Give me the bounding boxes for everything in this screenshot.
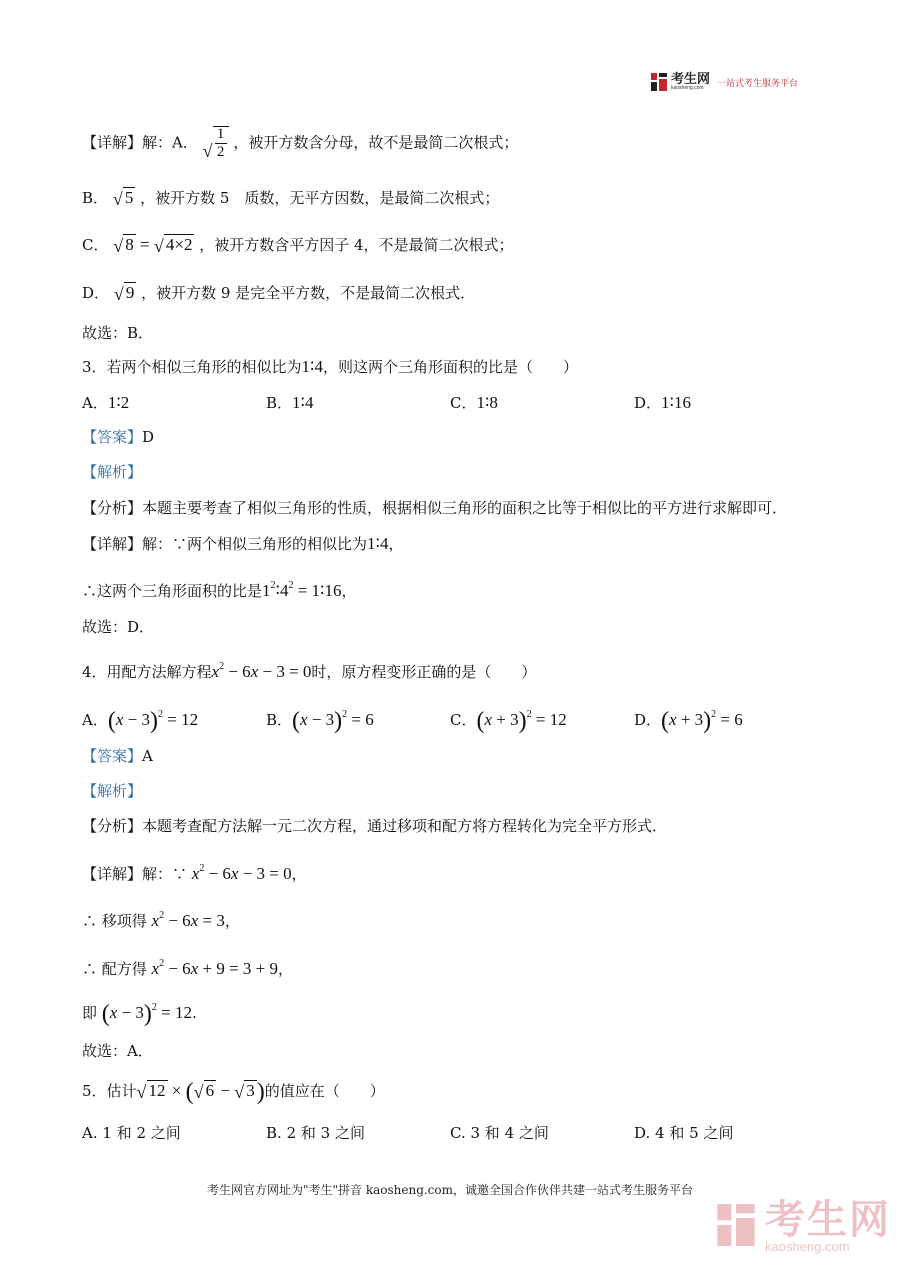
sqrt-8-expr: √ 8 = √ 4×2 [113,235,193,256]
q2-c-label: C． [82,236,109,254]
q3-option-b: B．1∶4 [266,393,314,412]
q2-detail-a [82,126,518,160]
q2-d-label: D． [82,284,110,302]
answer-tag: 【答案】 [82,428,143,446]
site-logo[interactable] [651,73,798,91]
q3-option-a: A．1∶2 [82,393,130,412]
q5-expression: √ 12 × ( √ 6 − √ 3) [136,1079,265,1105]
q5-option-b: B. 2 和 3 之间 [266,1124,365,1142]
q4-option-b: B．$(x - 3)^2 = 6$ [266,708,374,734]
q4-option-a: A．$(x - 3)^2 = 12$ [82,708,199,734]
q4-analysis-tag: 【解析】 [82,782,143,800]
area-ratio-expr: $1^2∶4^2$ = 1∶16 [262,580,342,600]
q5-option-c: C. 3 和 4 之间 [450,1124,549,1142]
q3-choice: 故选：D． [82,618,155,636]
sqrt-9-expr: √ 9 [113,283,135,304]
logo-title: 考生网 [671,71,711,86]
q5-option-d: D. 4 和 5 之间 [634,1124,734,1142]
q2-detail-d [82,282,475,303]
q4-step-complete: ∴ 配方得 $x^2 - 6x + 9 = 3 + 9$， [82,958,294,978]
q5-option-a: A. 1 和 2 之间 [82,1124,181,1142]
q3-answer-value: D [142,428,155,446]
q3-stem-text: 3．若两个相似三角形的相似比为 [82,358,302,376]
logo-url: kaosheng.com [671,85,704,91]
page-footer: 考生网官方网址为"考生"拼音 kaosheng.com，诚邀全国合作伙伴共建一站式考生服务平台 [206,1183,694,1197]
q4-answer: 【答案】A [82,747,153,765]
sqrt-5-expr: √ 5 [112,188,134,209]
q3-stem-ratio: 1∶4 [301,357,323,376]
q2-option-d-text: ，被开方数 9 是完全平方数，不是最简二次根式． [141,284,476,302]
q4-choice: 故选：A． [82,1042,153,1060]
q2-choice: 故选：B． [82,324,154,342]
q2-option-c-text: ，被开方数含平方因子 4，不是最简二次根式； [199,236,514,254]
q4-option-c: C．$(x + 3)^2 = 12$ [450,708,567,734]
q3-analysis-tag: 【解析】 [82,463,143,481]
q4-stem: 4．用配方法解方程$x^2 - 6x - 3 = 0$时，原方程变形正确的是（ ） [82,661,537,681]
watermark-url: kaosheng.com [765,1239,850,1254]
q3-stem [82,357,578,377]
q4-detail: 【详解】解：∵ $x^2 - 6x - 3 = 0$， [82,863,307,883]
q4-analysis: 【分析】本题考查配方法解一元二次方程，通过移项和配方将方程转化为完全平方形式． [82,817,668,835]
header-slogan: 一站式考生服务平台 [717,77,799,88]
sqrt-half-expr: √ $\frac{1}{2}$ [203,126,229,160]
watermark-logo-icon [717,1204,755,1250]
q3-analysis: 【分析】本题主要考查了相似三角形的性质，根据相似三角形的面积之比等于相似比的平方进行求解即可． [82,499,788,517]
q2-detail-intro: 【详解】解：A． [82,133,198,152]
q4-option-d: D．$(x + 3)^2 = 6$ [634,708,743,734]
watermark-title: 考生网 [765,1198,891,1242]
q3-option-c: C．1∶8 [450,393,498,412]
logo-icon [651,73,667,91]
q4-step-result: 即 $(x - 3)^2 = 12$. [82,1001,197,1027]
q2-detail-c [82,234,514,255]
q2-detail-b [82,187,499,208]
q2-option-a-text: ，被开方数含分母，故不是最简二次根式； [233,133,519,152]
q2-option-b-text: ，被开方数 5 质数，无平方因数，是最简二次根式； [140,189,500,207]
watermark [717,1200,891,1254]
q4-equation: $x^2 - 6x - 3 = 0$ [211,661,312,681]
q3-therefore: ∴这两个三角形面积的比是$1^2∶4^2$ = 1∶16， [82,580,357,600]
q2-b-label: B． [82,189,109,207]
q4-step-move: ∴ 移项得 $x^2 - 6x = 3$， [82,910,240,930]
q3-stem-text-end: ，则这两个三角形面积的比是（ ） [322,358,578,376]
q3-option-d: D．1∶16 [634,393,691,412]
q3-answer [82,427,154,447]
q3-detail: 【详解】解：∵两个相似三角形的相似比为1∶4， [82,534,404,553]
q5-stem: 5．估计 √ 12 × ( √ 6 − √ 3)的值应在（ ） [82,1079,385,1105]
